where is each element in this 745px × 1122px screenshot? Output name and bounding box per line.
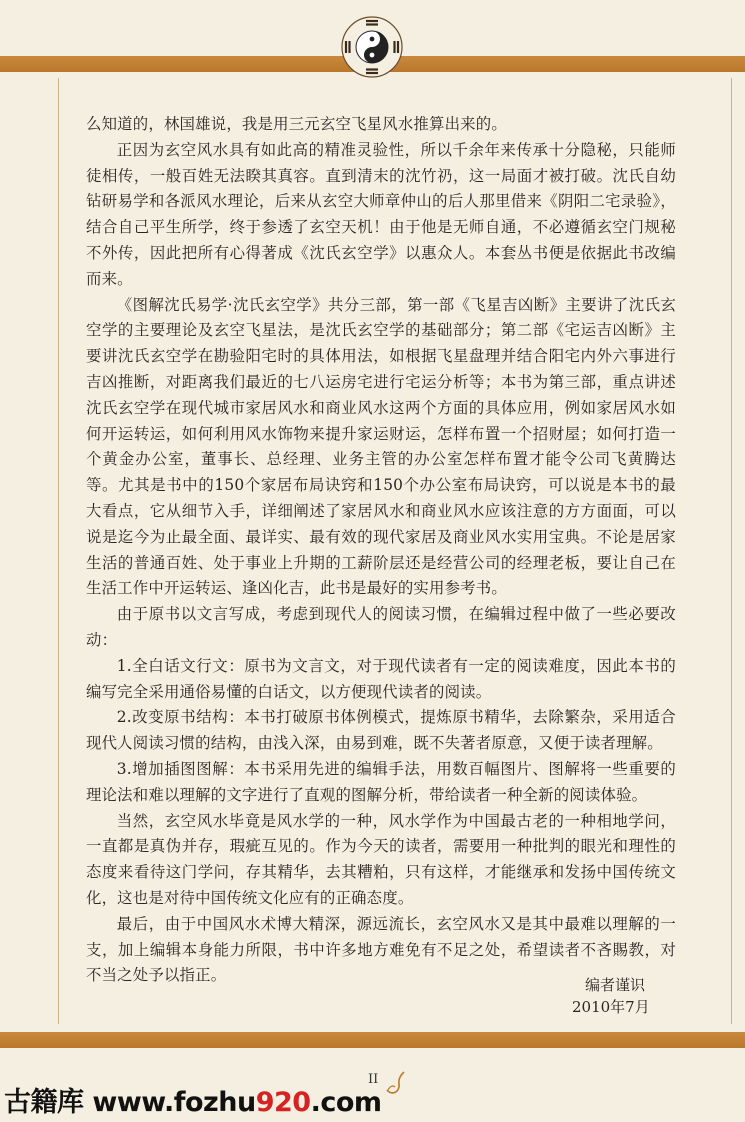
preface-body bbox=[86, 112, 676, 989]
paragraph: 最后，由于中国风水术博大精深，源远流长，玄空风水又是其中最难以理解的一支，加上编辑本身能力所限，书中许多地方难免有不足之处，希望读者不吝賜教，对不当之处予以指正。 bbox=[86, 914, 676, 985]
footer-band bbox=[0, 1032, 745, 1048]
watermark-number: 920 bbox=[255, 1087, 311, 1118]
watermark-suffix: .com bbox=[310, 1087, 382, 1118]
paragraph: 3.增加插图图解：本书采用先进的编辑手法，用数百幅图片、图解将一些重要的理论法和难以理解的文字进行了直观的图解分析，带给读者一种全新的阅读体验。 bbox=[86, 759, 676, 804]
paragraph: 正因为玄空风水具有如此高的精准灵验性，所以千余年来传承十分隐秘，只能师徒相传，一般百姓无法睽其真容。直到清末的沈竹礽，这一局面才被打破。沈氏自幼钻研易学和各派风水理论，后来从玄空大师章仲山的后人那里借来《阴阳二宅录验》，结合自己平生所学，终于参透了玄空天机！由于他是无师自通，不必遵循玄空门规秘不外传，因此把所有心得著成《沈氏玄空学》以惠众人。本套丛书便是依据此书改编而来。 bbox=[86, 140, 676, 288]
paragraph: 《图解沈氏易学·沈氏玄空学》共分三部，第一部《飞星吉凶断》主要讲了沈氏玄空学的主要理论及玄空飞星法，是沈氏玄空学的基础部分；第二部《宅运吉凶断》主要讲沈氏玄空学在勘验阳宅时的具体用法，如根据飞星盘理并结合阳宅内外六事进行吉凶推断，对距离我们最近的七八运房宅进行宅运分析等；本书为第三部，重点讲述沈氏玄空学在现代城市家居风水和商业风水这两个方面的具体应用，例如家居风水如何开运转运，如何利用风水饰物来提升家运财运，怎样布置一个招财屋；如何打造一个黄金办公室，董事长、总经理、业务主管的办公室怎样布置才能令公司飞黄腾达等。尤其是书中的150个家居布局诀窍和150个办公室布局诀窍，可以说是本书的最大看点，它从细节入手，详细阐述了家居风水和商业风水应该注意的方方面面，可以说是迄今为止最全面、最详实、最有效的现代家居及商业风水实用宝典。不论是居家生活的普通百姓、处于事业上升期的工薪阶层还是经营公司的经理老板，要让自己在生活工作中开运转运、逢凶化吉，此书是最好的实用参考书。 bbox=[86, 295, 676, 598]
paragraph: 由于原书以文言写成，考虑到现代人的阅读习惯，在编辑过程中做了一些必要改动： bbox=[86, 605, 676, 649]
site-watermark bbox=[4, 1080, 382, 1119]
paragraph: 当然，玄空风水毕竟是风水学的一种，风水学作为中国最古老的一种相地学问，一直都是真伪并存，瑕疵互见的。作为今天的读者，需要用一种批判的眼光和理性的态度来看待这门学问，存其精华，去其糟粕，只有这样，才能继承和发扬中国传统文化，这也是对待中国传统文化应有的正确态度。 bbox=[86, 811, 676, 907]
date: 2010年7月 bbox=[572, 998, 650, 1016]
page-number: II bbox=[368, 1072, 379, 1087]
flourish-icon bbox=[384, 1070, 406, 1096]
paragraph: 么知道的，林国雄说，我是用三元玄空飞星风水推算出来的。 bbox=[86, 115, 507, 133]
paragraph: 2.改变原书结构：本书打破原书体例模式，提炼原书精华，去除繁杂，采用适合现代人阅读习惯的结构，由浅入深，由易到难，既不失著者原意，又便于读者理解。 bbox=[86, 708, 676, 753]
signature: 编者谨识 bbox=[585, 976, 646, 994]
paragraph: 1.全白话文行文：原书为文言文，对于现代读者有一定的阅读难度，因此本书的编写完全采用通俗易懂的白话文，以方便现代读者的阅读。 bbox=[86, 656, 676, 701]
watermark-prefix: 古籍库 www.fozhu bbox=[4, 1087, 256, 1118]
yin-yang-bagua-icon bbox=[340, 15, 404, 79]
